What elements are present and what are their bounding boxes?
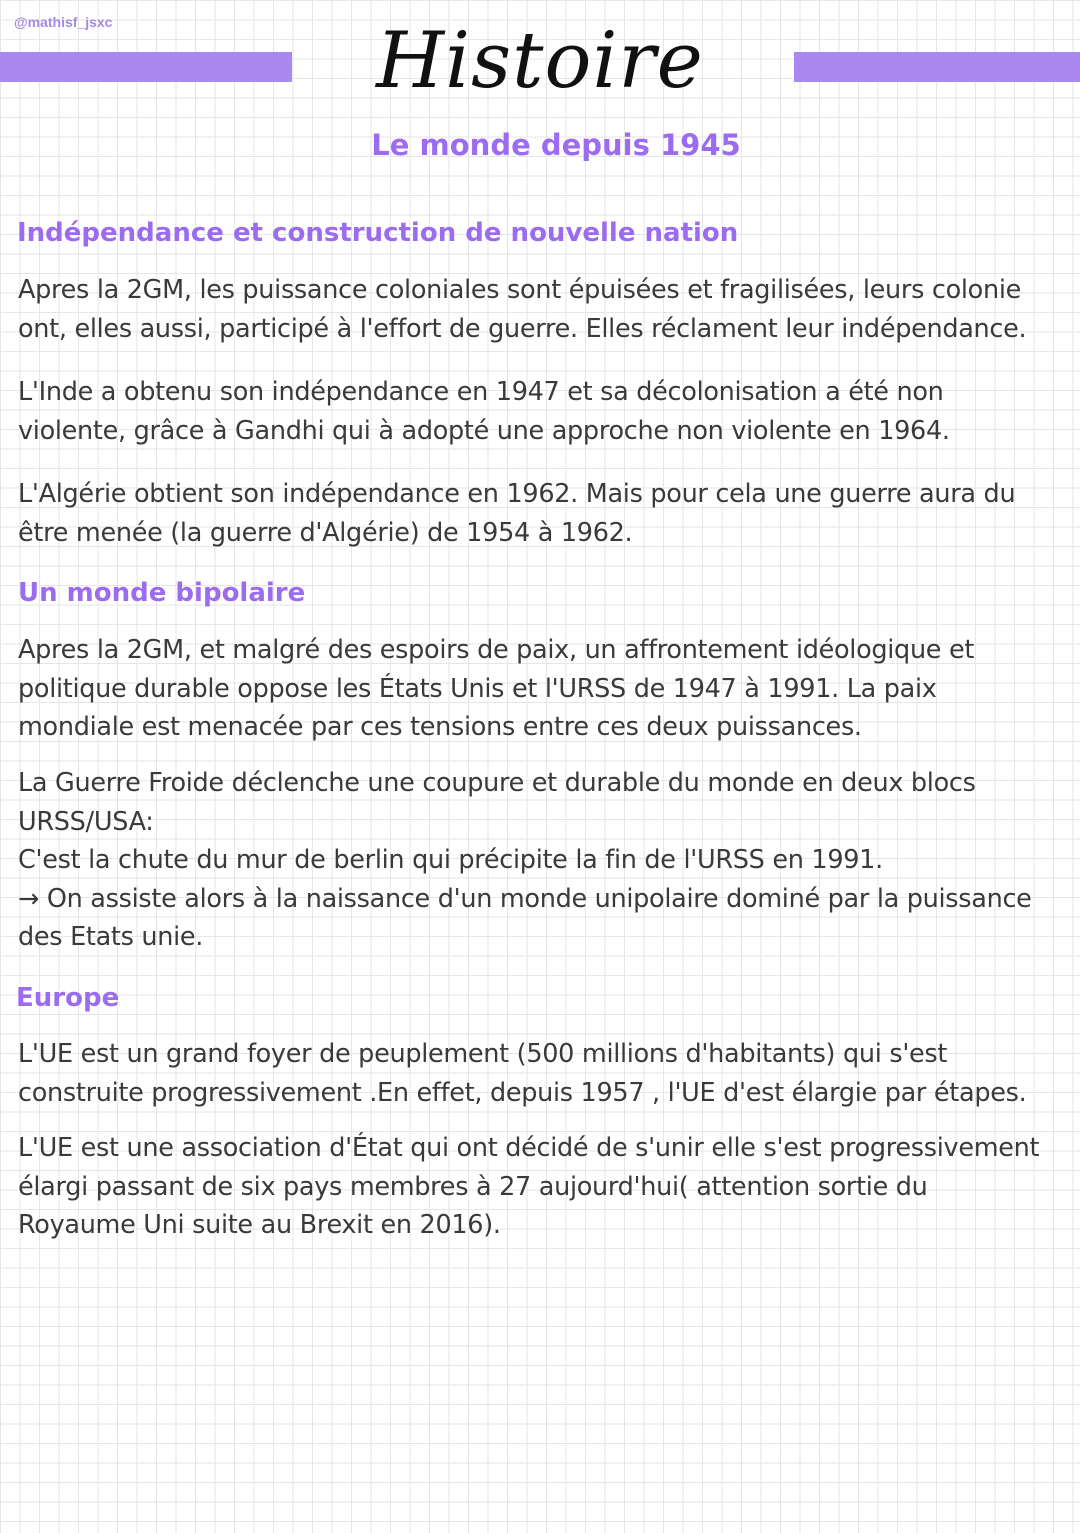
paragraph xyxy=(18,1129,1076,1245)
text-line: construite progressivement .En effet, depuis 1957 , l'UE d'est élargie par étapes. xyxy=(18,1077,1027,1108)
text-line: ont, elles aussi, participé à l'effort de guerre. Elles réclament leur indépendance. xyxy=(18,313,1027,344)
text-line: élargi passant de six pays membres à 27 aujourd'hui( attention sortie du xyxy=(18,1171,928,1202)
text-line: politique durable oppose les États Unis et l'URSS de 1947 à 1991. La paix xyxy=(18,673,937,704)
text-line: violente, grâce à Gandhi qui à adopté une approche non violente en 1964. xyxy=(18,415,950,446)
paragraph xyxy=(18,475,1076,552)
text-line: L'Algérie obtient son indépendance en 1962. Mais pour cela une guerre aura du xyxy=(18,479,1016,509)
paragraph xyxy=(18,764,1076,957)
text-line: → On assiste alors à la naissance d'un monde unipolaire dominé par la puissance xyxy=(18,883,1032,914)
text-line: L'UE est un grand foyer de peuplement (500 millions d'habitants) qui s'est xyxy=(18,1039,948,1069)
section-heading-europe: Europe xyxy=(16,983,120,1013)
author-handle: @mathisf_jsxc xyxy=(14,14,113,30)
paragraph xyxy=(18,271,1076,348)
text-line: mondiale est menacée par ces tensions entre ces deux puissances. xyxy=(18,712,862,742)
text-line: L'UE est une association d'État qui ont décidé de s'unir elle s'est progressivement xyxy=(18,1133,1040,1163)
page-title: Histoire xyxy=(376,16,704,106)
text-line: des Etats unie. xyxy=(18,922,204,952)
text-line: La Guerre Froide déclenche une coupure et durable du monde en deux blocs xyxy=(18,768,976,798)
section-heading-independance: Indépendance et construction de nouvelle nation xyxy=(17,218,739,248)
section-heading-monde-bipolaire: Un monde bipolaire xyxy=(18,578,306,608)
page-subtitle: Le monde depuis 1945 xyxy=(371,128,741,162)
text-line: L'Inde a obtenu son indépendance en 1947 et sa décolonisation a été non xyxy=(18,377,944,407)
text-line: URSS/USA: xyxy=(18,806,154,837)
text-line: C'est la chute du mur de berlin qui précipite la fin de l'URSS en 1991. xyxy=(18,845,883,875)
text-line: être menée (la guerre d'Algérie) de 1954 à 1962. xyxy=(18,517,633,548)
paragraph xyxy=(18,373,1076,450)
text-line: Apres la 2GM, et malgré des espoirs de paix, un affrontement idéologique et xyxy=(18,635,975,665)
paragraph xyxy=(18,1035,1076,1112)
paragraph xyxy=(18,631,1076,747)
text-line: Royaume Uni suite au Brexit en 2016). xyxy=(18,1210,501,1240)
text-line: Apres la 2GM, les puissance coloniales sont épuisées et fragilisées, leurs colonie xyxy=(18,275,1022,305)
